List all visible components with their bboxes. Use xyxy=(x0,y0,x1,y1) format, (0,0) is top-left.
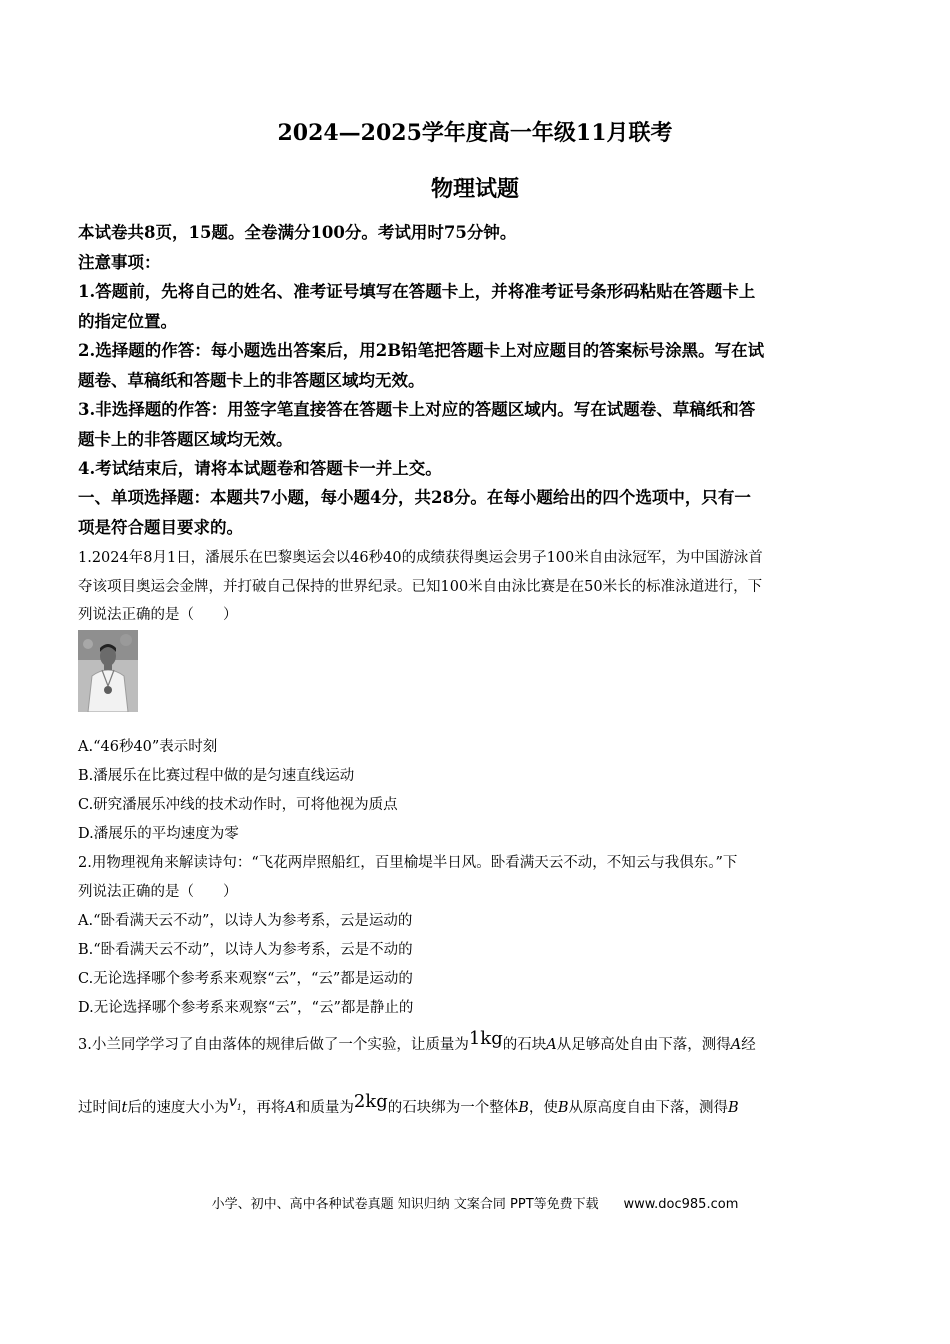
page-footer xyxy=(0,1193,950,1212)
footer-site-link[interactable]: www.doc985.com xyxy=(623,1197,739,1212)
variable-b: B xyxy=(728,1100,739,1116)
velocity-v1 xyxy=(229,1094,242,1110)
variable-b: B xyxy=(557,1100,569,1116)
q3-text: 从原高度自由下落，测得 xyxy=(568,1100,729,1116)
q1-option-d: D.潘展乐的平均速度为零 xyxy=(78,826,239,842)
swimmer-photo-drawing xyxy=(78,630,138,712)
mass-2kg: 2kg xyxy=(353,1091,388,1112)
notice-item-1-line-1: 1.答题前，先将自己的姓名、准考证号填写在答题卡上，并将准考证号条形码粘贴在答题卡上 xyxy=(78,282,756,301)
q3-text: 的石块 xyxy=(502,1037,547,1053)
q2-option-a: A.“卧看满天云不动”，以诗人为参考系，云是运动的 xyxy=(78,913,413,929)
q1-stem-line-1: 1.2024年8月1日，潘展乐在巴黎奥运会以46秒40的成绩获得奥运会男子100米自由泳冠军，为中国游泳首 xyxy=(78,550,763,566)
notice-item-2-line-2: 题卷、草稿纸和答题卡上的非答题区域均无效。 xyxy=(78,371,425,390)
notice-item-3-line-1: 3.非选择题的作答：用签字笔直接答在答题卡上对应的答题区域内。写在试题卷、草稿纸和答 xyxy=(78,400,756,419)
variable-a: A xyxy=(285,1100,296,1116)
exam-title: 2024—2025学年度高一年级11月联考 xyxy=(277,120,673,146)
q3-text: 经 xyxy=(741,1037,756,1053)
q3-text: 从足够高处自由下落，测得 xyxy=(556,1037,731,1053)
q3-text: 过时间 xyxy=(78,1100,122,1116)
variable-t: t xyxy=(121,1100,128,1116)
q2-option-c: C.无论选择哪个参考系来观察“云”，“云”都是运动的 xyxy=(78,971,413,987)
section-1-heading-line-2: 项是符合题目要求的。 xyxy=(78,518,243,537)
q2-stem-line-1: 2.用物理视角来解读诗句：“飞花两岸照船红，百里榆堤半日风。卧看满天云不动，不知云与我俱东。”下 xyxy=(78,855,738,871)
footer-text: 小学、初中、高中各种试卷真题 知识归纳 文案合同 PPT等免费下载 xyxy=(211,1197,599,1212)
exam-summary: 本试卷共8页，15题。全卷满分100分。考试用时75分钟。 xyxy=(78,223,517,242)
variable-a: A xyxy=(730,1037,742,1053)
q3-stem-line-1 xyxy=(78,1028,878,1054)
v1-symbol: v xyxy=(228,1094,237,1110)
section-1-heading-line-1: 一、单项选择题：本题共7小题，每小题4分，共28分。在每小题给出的四个选项中，只有一 xyxy=(78,488,751,507)
q3-text: 和质量为 xyxy=(295,1100,354,1116)
notice-item-1-line-2: 的指定位置。 xyxy=(78,312,177,331)
exam-subject: 物理试题 xyxy=(430,176,519,202)
q3-stem-line-2 xyxy=(78,1091,878,1118)
variable-b: B xyxy=(518,1100,529,1116)
q1-stem-line-2: 夺该项目奥运会金牌，并打破自己保持的世界纪录。已知100米自由泳比赛是在50米长的标准泳道进行，下 xyxy=(78,579,763,595)
q2-option-b: B.“卧看满天云不动”，以诗人为参考系，云是不动的 xyxy=(78,942,413,958)
q3-text: 3.小兰同学学习了自由落体的规律后做了一个实验，让质量为 xyxy=(78,1037,469,1053)
q1-option-b: B.潘展乐在比赛过程中做的是匀速直线运动 xyxy=(78,768,355,784)
q3-text: ，使 xyxy=(528,1100,558,1116)
notice-title: 注意事项： xyxy=(78,253,161,272)
q1-option-a: A.“46秒40”表示时刻 xyxy=(78,739,218,755)
notice-item-3-line-2: 题卡上的非答题区域均无效。 xyxy=(78,430,293,449)
notice-item-4: 4.考试结束后，请将本试题卷和答题卡一并上交。 xyxy=(78,459,442,478)
mass-1kg: 1kg xyxy=(468,1028,503,1049)
swimmer-photo xyxy=(78,630,138,712)
q2-stem-line-2: 列说法正确的是（ ） xyxy=(78,884,238,900)
q3-text: 后的速度大小为 xyxy=(127,1100,229,1116)
q3-text: ，再将 xyxy=(241,1100,286,1116)
q2-option-d: D.无论选择哪个参考系来观察“云”，“云”都是静止的 xyxy=(78,1000,414,1016)
q1-stem-line-3: 列说法正确的是（ ） xyxy=(78,607,238,623)
q1-option-c: C.研究潘展乐冲线的技术动作时，可将他视为质点 xyxy=(78,797,398,813)
v1-subscript: 1 xyxy=(236,1102,242,1112)
q3-text: 的石块绑为一个整体 xyxy=(387,1100,519,1116)
variable-a: A xyxy=(546,1037,557,1053)
notice-item-2-line-1: 2.选择题的作答：每小题选出答案后，用2B铅笔把答题卡上对应题目的答案标号涂黑。写在试 xyxy=(78,341,765,360)
